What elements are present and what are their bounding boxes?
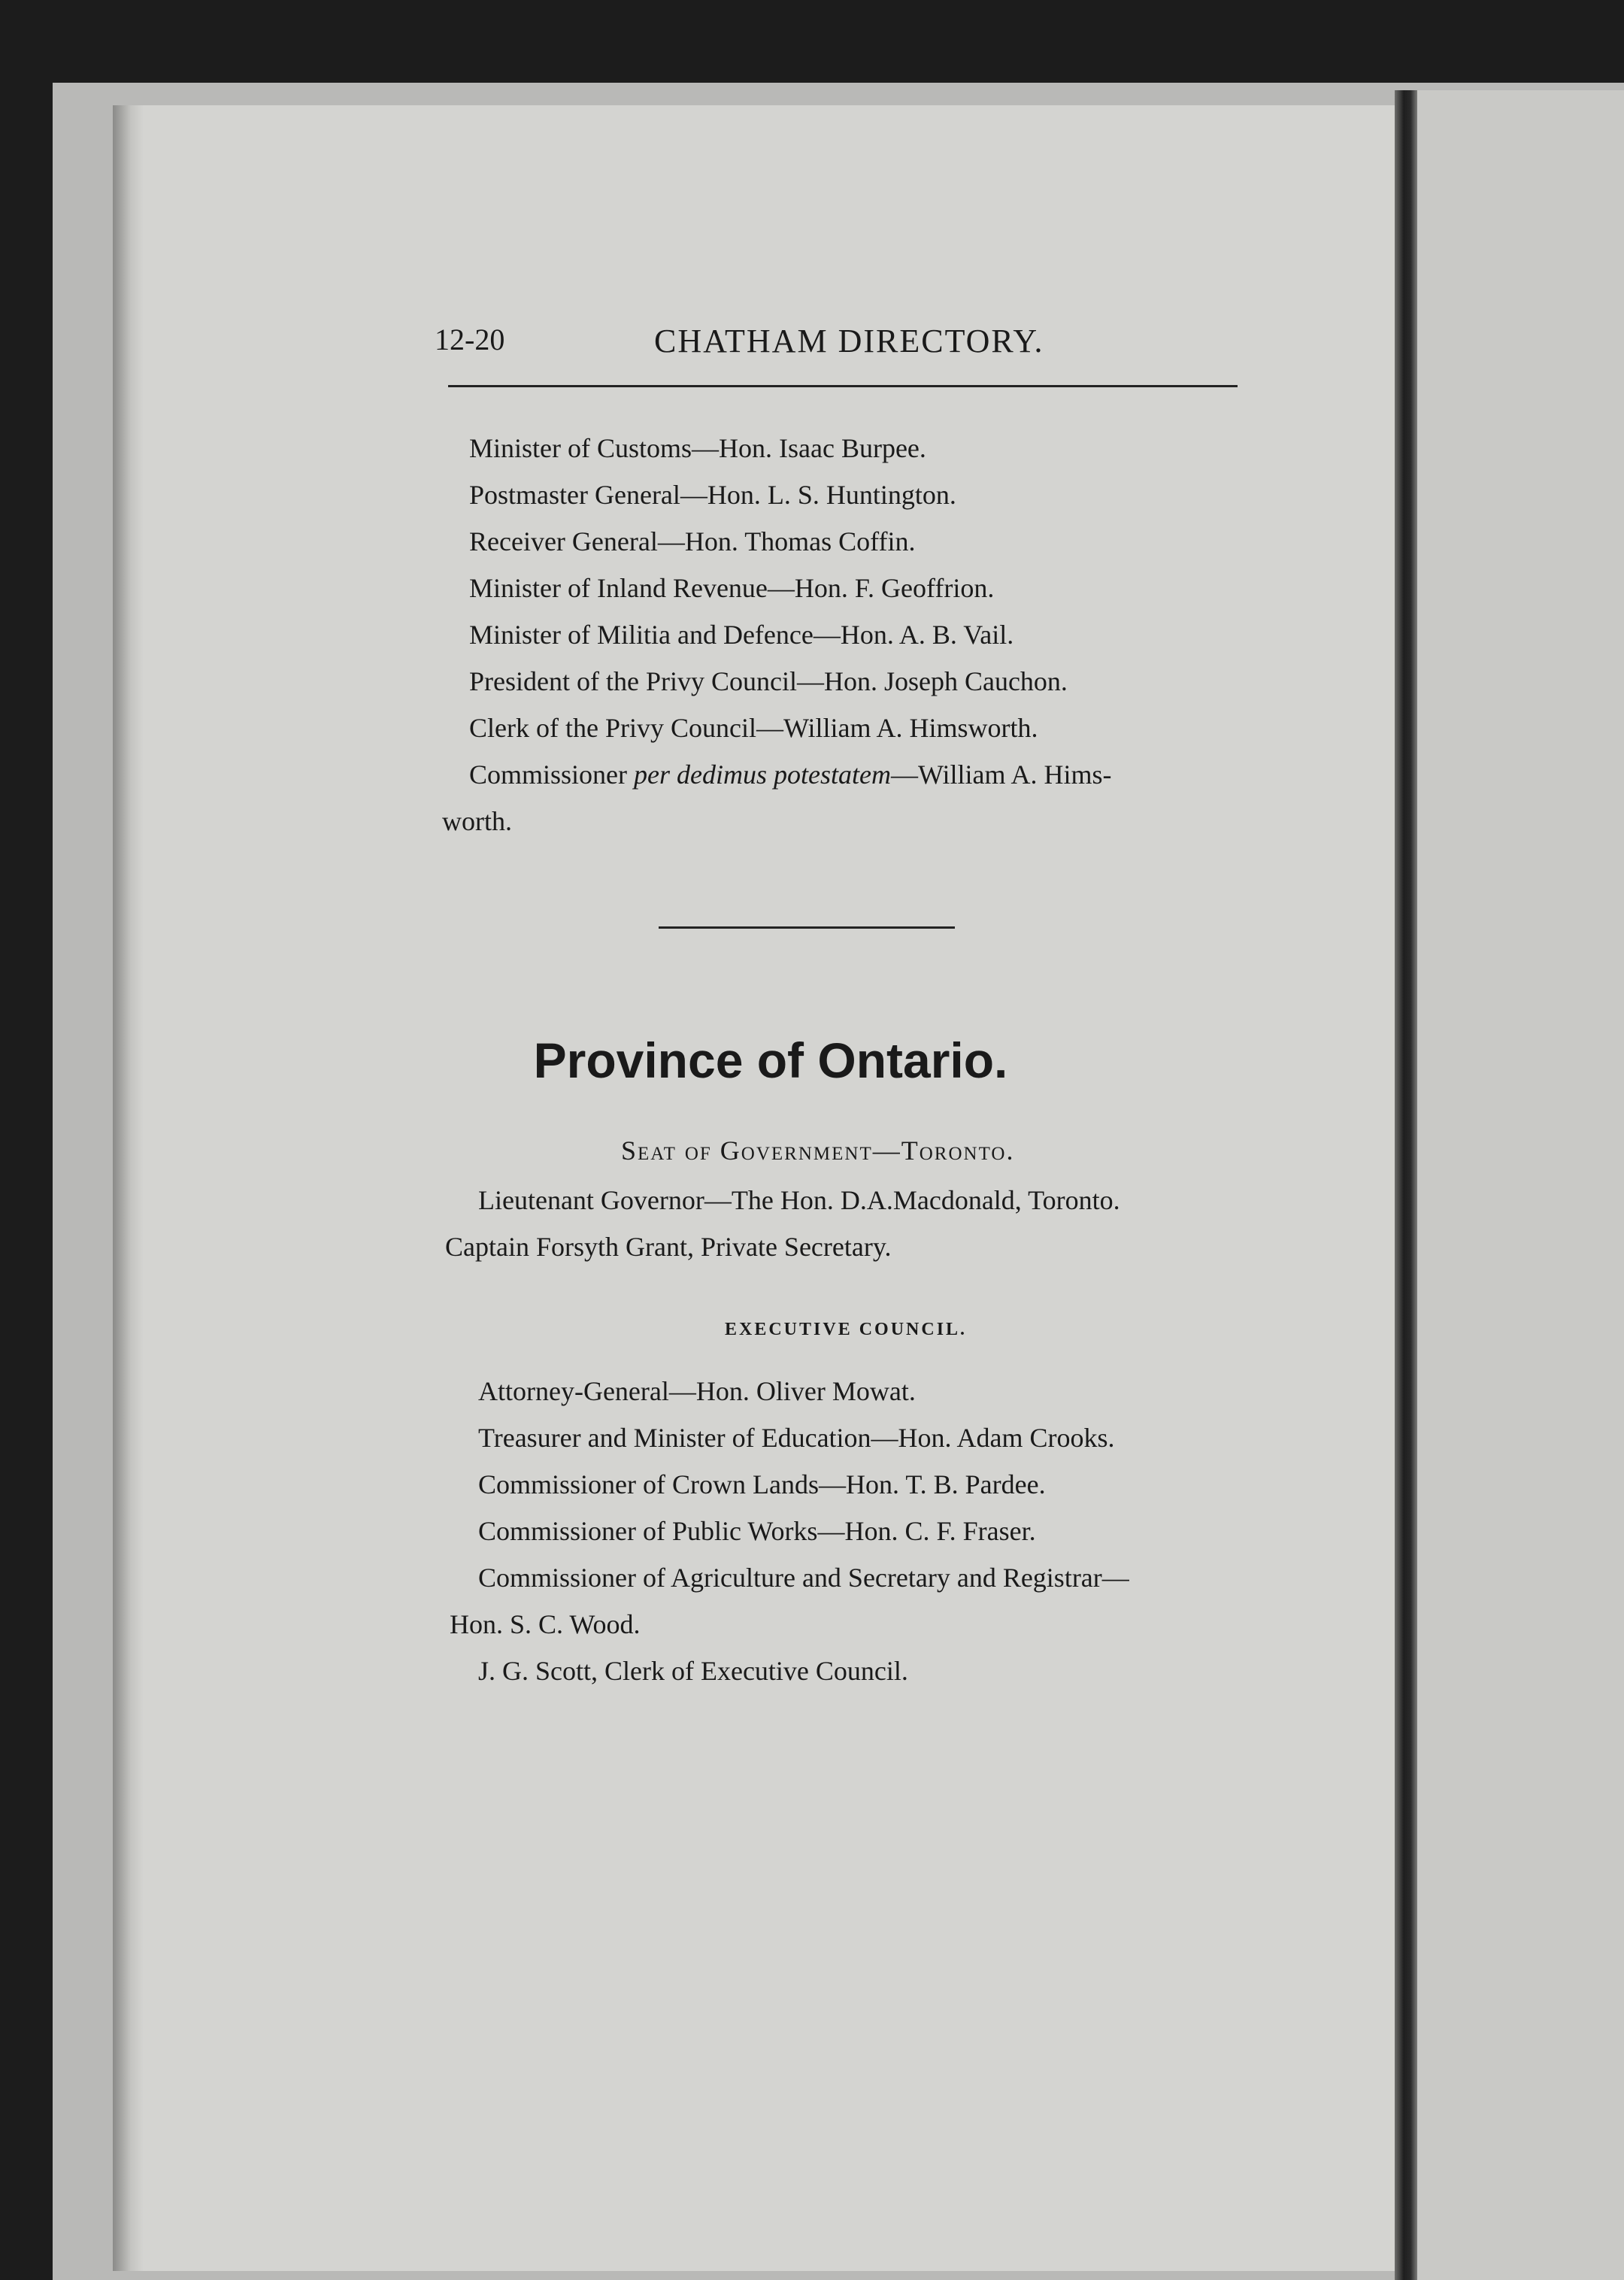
- commissioner-continuation: worth.: [442, 806, 512, 836]
- header-rule: [448, 385, 1238, 387]
- council-member-line: Attorney-General—Hon. Oliver Mowat.: [478, 1376, 916, 1406]
- commissioner-suffix: —William A. Hims-: [890, 759, 1112, 790]
- lieutenant-governor-line: Lieutenant Governor—The Hon. D.A.Macdonald, Toronto.: [478, 1185, 1120, 1215]
- minister-line: Minister of Customs—Hon. Isaac Burpee.: [469, 433, 926, 463]
- council-heading: EXECUTIVE COUNCIL.: [725, 1320, 968, 1339]
- council-member-line: Commissioner of Crown Lands—Hon. T. B. Pardee.: [478, 1469, 1046, 1499]
- minister-line: Receiver General—Hon. Thomas Coffin.: [469, 526, 916, 556]
- council-member-line: Treasurer and Minister of Education—Hon. Adam Crooks.: [478, 1423, 1115, 1453]
- minister-line: President of the Privy Council—Hon. Joseph Cauchon.: [469, 666, 1068, 696]
- council-continuation: Hon. S. C. Wood.: [450, 1609, 641, 1639]
- page-number: 12-20: [435, 323, 505, 356]
- commissioner-latin: per dedimus potestatem: [634, 759, 891, 790]
- book-gutter: [1395, 90, 1417, 2280]
- council-member-line: Commissioner of Public Works—Hon. C. F. Fraser.: [478, 1516, 1036, 1546]
- section-rule: [659, 926, 955, 929]
- minister-line: Minister of Inland Revenue—Hon. F. Geoffrion.: [469, 573, 995, 603]
- minister-line: Clerk of the Privy Council—William A. Himsworth.: [469, 713, 1038, 743]
- page-edge: [113, 105, 143, 2271]
- private-secretary-line: Captain Forsyth Grant, Private Secretary.: [445, 1232, 892, 1262]
- minister-line: Minister of Militia and Defence—Hon. A. B. Vail.: [469, 620, 1014, 650]
- executive-clerk-line: J. G. Scott, Clerk of Executive Council.: [478, 1656, 908, 1686]
- minister-line: Postmaster General—Hon. L. S. Huntington.: [469, 480, 956, 510]
- council-member-line: Commissioner of Agriculture and Secretary and Registrar—: [478, 1563, 1129, 1593]
- commissioner-prefix: Commissioner: [469, 759, 635, 790]
- commissioner-line: [469, 761, 1112, 788]
- running-title: CHATHAM DIRECTORY.: [654, 323, 1044, 359]
- province-heading: Province of Ontario.: [533, 1032, 1008, 1088]
- facing-page-edge: [1417, 90, 1624, 2280]
- seat-of-government: Seat of Government—Toronto.: [621, 1135, 1015, 1166]
